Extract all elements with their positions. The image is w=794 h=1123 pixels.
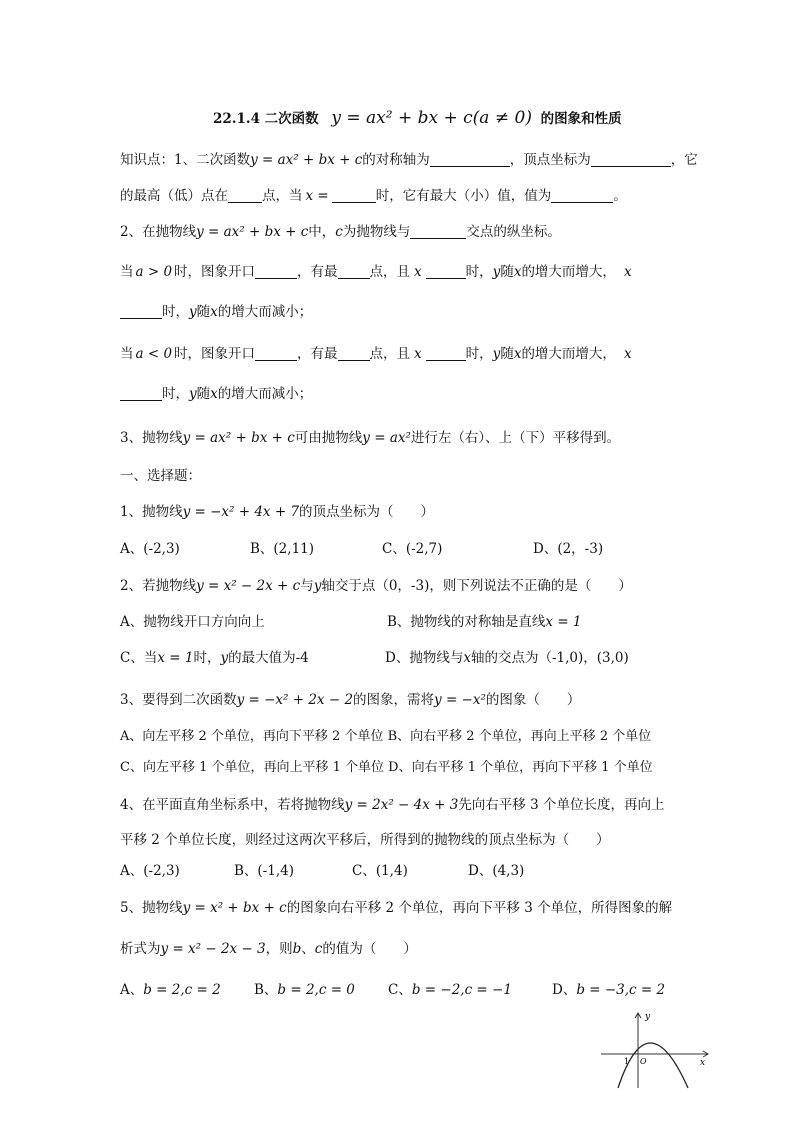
variable: c <box>314 941 323 957</box>
text: 时， <box>465 346 493 362</box>
text: 随 <box>500 346 514 362</box>
variable: x <box>623 264 632 280</box>
q5-option-a[interactable] <box>120 980 221 1000</box>
y-axis-label: y <box>645 1012 651 1022</box>
text: 3、要得到二次函数 <box>120 692 237 708</box>
blank[interactable] <box>338 346 370 361</box>
formula: x = <box>305 188 329 204</box>
text: ，顶点坐标为 <box>509 152 591 168</box>
blank[interactable] <box>120 304 162 319</box>
text: 的图象向右平移 2 个单位，再向下平移 3 个单位，所得图象的解 <box>286 900 673 916</box>
variable: x <box>210 386 218 402</box>
knowledge-point-2 <box>120 222 561 242</box>
blank[interactable] <box>255 346 297 361</box>
text: 2、若抛物线 <box>120 578 197 594</box>
blank[interactable] <box>228 188 262 203</box>
option-letter: A、 <box>120 982 144 998</box>
question-4-line-2: 平移 2 个单位长度，则经过这两次平移后，所得到的抛物线的顶点坐标为（ ） <box>120 832 610 848</box>
text: 4、在平面直角坐标系中，若将抛物线 <box>120 797 345 813</box>
formula: y = −x² <box>434 692 486 708</box>
title-number: 22.1.4 二次函数 <box>213 111 319 127</box>
text: 的最大值为-4 <box>228 650 309 666</box>
title-suffix: 的图象和性质 <box>540 111 622 127</box>
formula: y = ax² + bx + c <box>196 224 309 240</box>
blank[interactable] <box>591 152 671 167</box>
q1-option-b[interactable]: B、(2,11) <box>250 541 315 557</box>
text: ，它 <box>670 152 698 168</box>
q5-option-c[interactable] <box>388 980 512 1000</box>
q1-option-c[interactable]: C、(-2,7) <box>382 541 443 557</box>
variable: y <box>492 346 501 362</box>
q1-option-d[interactable]: D、(2，-3) <box>533 541 604 557</box>
q5-option-b[interactable] <box>254 980 355 1000</box>
formula: y = x² + bx + c <box>182 900 287 916</box>
text: 时，图象开口 <box>174 264 256 280</box>
text: 5、抛物线 <box>120 900 183 916</box>
formula: x = 1 <box>545 614 582 630</box>
text: 的增大而减小； <box>217 386 313 402</box>
text: C、当 <box>120 650 158 666</box>
text: 的对称轴为 <box>362 152 430 168</box>
formula: y = −x² + 2x − 2 <box>236 692 354 708</box>
text: 时，图象开口 <box>174 346 256 362</box>
text: 可由抛物线 <box>294 430 363 446</box>
text: 时， <box>162 304 189 320</box>
text: 的图象（ ） <box>485 692 581 708</box>
knowledge-point-3 <box>120 428 620 448</box>
variable: x <box>513 264 522 280</box>
text: ，有最 <box>297 264 338 280</box>
text: 的值为（ ） <box>322 941 417 957</box>
a-negative-line <box>120 344 632 364</box>
knowledge-line-2 <box>120 186 627 206</box>
text: 轴的交点为（-1,0)，(3,0) <box>470 650 629 666</box>
section-heading: 一、选择题： <box>120 468 201 484</box>
text: 的增大而增大， <box>521 264 616 280</box>
blank[interactable] <box>426 346 466 361</box>
formula: a < 0 <box>135 346 173 362</box>
text: 析式为 <box>120 941 161 957</box>
text: 为抛物线与 <box>342 224 411 240</box>
formula: b = 2,c = 0 <box>277 982 355 998</box>
variable: x <box>463 650 471 666</box>
question-5 <box>120 898 672 918</box>
text: ，有最 <box>297 346 338 362</box>
x-axis-label: x <box>700 1058 706 1068</box>
blank[interactable] <box>338 264 370 279</box>
q3-options-row-1[interactable]: A、向左平移 2 个单位，再向下平移 2 个单位 B、向右平移 2 个单位，再向上平移 2 个单位 <box>120 729 652 744</box>
text: 先向右平移 3 个单位长度，再向上 <box>458 797 665 813</box>
text: 的增大而减小； <box>217 304 313 320</box>
text: 的图象，需将 <box>353 692 435 708</box>
parabola-figure <box>596 1010 716 1090</box>
q2-option-a[interactable]: A、抛物线开口方向向上 <box>120 614 265 630</box>
text: D、抛物线与 <box>385 650 464 666</box>
text: 中， <box>308 224 336 240</box>
blank[interactable] <box>255 264 297 279</box>
formula: y = ax² <box>362 430 411 446</box>
knowledge-line-1 <box>120 150 698 170</box>
variable: x <box>513 346 522 362</box>
formula: y = x² − 2x − 3 <box>160 941 266 957</box>
text: 的最高（低）点在 <box>120 188 228 204</box>
variable: y <box>313 578 322 594</box>
q2-option-d[interactable] <box>385 648 629 668</box>
q1-option-a[interactable]: A、(-2,3) <box>120 541 180 557</box>
text: 时， <box>162 386 189 402</box>
variable: y <box>220 650 229 666</box>
text: 时， <box>465 264 493 280</box>
blank[interactable] <box>332 188 376 203</box>
text: ，则 <box>265 941 293 957</box>
q4-option-c[interactable]: C、(1,4) <box>352 863 408 879</box>
formula: x = 1 <box>157 650 194 666</box>
option-letter: D、 <box>552 982 577 998</box>
text: 时，它有最大（小）值，值为 <box>375 188 552 204</box>
option-letter: C、 <box>388 982 412 998</box>
variable: x <box>414 264 422 280</box>
blank[interactable] <box>410 224 466 239</box>
variable: x <box>210 304 218 320</box>
text: 、 <box>301 941 315 957</box>
formula: y = ax² + bx + c <box>250 152 363 168</box>
question-3 <box>120 690 580 710</box>
title-formula: y = ax² + bx + c(a ≠ 0) <box>331 108 532 128</box>
formula: b = −2,c = −1 <box>411 982 512 998</box>
question-5-line-2 <box>120 939 417 959</box>
text: 点，且 <box>369 346 411 362</box>
text: 点，且 <box>369 264 411 280</box>
q5-option-d[interactable] <box>552 980 665 1000</box>
q4-option-d[interactable]: D、(4,3) <box>468 863 525 879</box>
variable: c <box>335 224 343 240</box>
text: 3、抛物线 <box>120 430 183 446</box>
formula: y = 2x² − 4x + 3 <box>344 797 459 813</box>
formula: y = x² − 2x + c <box>196 578 301 594</box>
page-title <box>213 108 622 129</box>
question-1 <box>120 502 434 522</box>
tick-label-1: 1 <box>624 1057 630 1066</box>
text: 。 <box>613 188 627 204</box>
variable: x <box>623 346 632 362</box>
option-letter: B、 <box>254 982 278 998</box>
variable: y <box>189 386 197 402</box>
formula: a > 0 <box>135 264 173 280</box>
text: 当 <box>120 346 134 362</box>
a-positive-line-2 <box>120 302 312 322</box>
text: 时， <box>193 650 221 666</box>
formula: y = ax² + bx + c <box>182 430 295 446</box>
a-negative-line-2 <box>120 384 312 404</box>
variable: x <box>414 346 422 362</box>
q4-option-a[interactable]: A、(-2,3) <box>120 863 180 879</box>
text: 进行左（右）、上（下）平移得到。 <box>410 430 621 446</box>
blank[interactable] <box>120 386 162 401</box>
text: 2、在抛物线 <box>120 224 197 240</box>
text: 点，当 <box>262 188 303 204</box>
text: 的顶点坐标为（ ） <box>299 504 435 520</box>
blank[interactable] <box>430 152 510 167</box>
q2-option-b[interactable] <box>387 612 582 632</box>
text: 1、抛物线 <box>120 504 183 520</box>
question-4 <box>120 795 664 815</box>
variable: b <box>292 941 302 957</box>
text: 随 <box>196 304 211 320</box>
text: 随 <box>196 386 211 402</box>
q4-option-b[interactable]: B、(-1,4) <box>234 863 294 879</box>
text: 随 <box>500 264 514 280</box>
origin-label: O <box>640 1057 647 1066</box>
text: 知识点：1、二次函数 <box>120 152 251 168</box>
question-2 <box>120 576 632 596</box>
text: B、抛物线的对称轴是直线 <box>387 614 546 630</box>
text: 当 <box>120 264 134 280</box>
text: 的增大而增大， <box>521 346 616 362</box>
q3-options-row-2[interactable]: C、向左平移 1 个单位，再向上平移 1 个单位 D、向右平移 1 个单位，再向下平移 1 个单位 <box>120 760 653 775</box>
a-positive-line <box>120 262 632 282</box>
formula: y = −x² + 4x + 7 <box>182 504 300 520</box>
variable: y <box>492 264 501 280</box>
variable: y <box>189 304 197 320</box>
text: 交点的纵坐标。 <box>466 224 561 240</box>
text: 与 <box>300 578 314 594</box>
formula: b = −3,c = 2 <box>576 982 666 998</box>
text: 轴交于点（0，-3)，则下列说法不正确的是（ ） <box>321 578 632 594</box>
blank[interactable] <box>426 264 466 279</box>
blank[interactable] <box>551 188 613 203</box>
formula: b = 2,c = 2 <box>143 982 221 998</box>
q2-option-c[interactable] <box>120 648 309 668</box>
